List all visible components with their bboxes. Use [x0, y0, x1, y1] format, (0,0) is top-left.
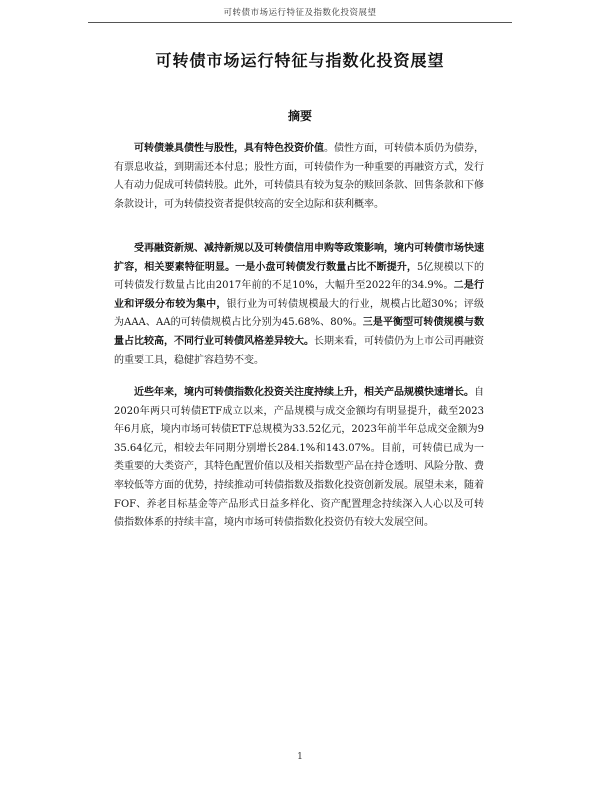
paragraph-2-text-b: 银行业为可转债规模最大的行业，规模占比超30%；评级为AAA、AA的可转债规模占比分别为45.68%、80%。: [114, 298, 484, 329]
document-title: 可转债市场运行特征与指数化投资展望: [155, 51, 445, 70]
paragraph-2-bold-c: 三是平衡型可转债规模与数量占比较高，不同行业可转债风格差异较大。: [114, 317, 484, 347]
abstract-heading: 摘要: [287, 109, 312, 123]
header-divider: [88, 22, 512, 23]
paragraph-2-text-a: 5亿规模以下的可转债发行数量占比由2017年前的不足10%，大幅升至2022年的34.9%。: [114, 261, 484, 292]
paragraph-1-text: 。债性方面，可转债本质仍为债券，有票息收益，到期需还本付息；股性方面，可转债作为一种重要的再融资方式，发行人有动力促成可转债转股。此外，可转债具有较为复杂的赎回条款、回售条款和下修条款设计，可为转债投资者提供较高的安全边际和获利概率。: [114, 143, 484, 210]
abstract-paragraph-2: [114, 240, 484, 370]
abstract-paragraph-3: [114, 384, 484, 533]
paragraph-1-lead: 可转债兼具债性与股性，具有特色投资价值: [134, 143, 324, 154]
paragraph-2-text-c: 长期来看，可转债仍为上市公司再融资的重要工具，稳健扩容趋势不变。: [114, 335, 484, 366]
abstract-paragraph-1: [114, 140, 484, 214]
paragraph-3-text: 自2020年两只可转债ETF成立以来，产品规模与成交金额均有明显提升，截至2023年6月底，境内市场可转债ETF总规模为33.52亿元，2023年前半年总成交金额为935.64亿元，相较去年同期分别增长284.1%和143.07%。目前，可转债已成为一类重要的大类资产，其特色配置价值以及相关指数型产品在持仓透明、风险分散、费率较低等方面的优势，持续推动可转债指数及指数化投资创新发展。展望未来，随着FOF、养老目标基金等产品形式日益多样化、资产配置理念持续深入人心以及可转债指数体系的持续丰富，境内市场可转债指数化投资仍有较大发展空间。: [114, 387, 484, 529]
paragraph-2-bold-b: 二是行业和评级分布较为集中，: [114, 280, 484, 310]
running-header: 可转债市场运行特征及指数化投资展望: [223, 8, 377, 18]
page-number: 1: [297, 752, 303, 762]
paragraph-2-lead: 受再融资新规、减持新规以及可转债信用申购等政策影响，境内可转债市场快速扩容，相关要素特征明显。一是小盘可转债发行数量占比不断提升，: [114, 243, 484, 273]
paragraph-3-lead: 近些年来，境内可转债指数化投资关注度持续上升，相关产品规模快速增长。: [134, 387, 474, 398]
